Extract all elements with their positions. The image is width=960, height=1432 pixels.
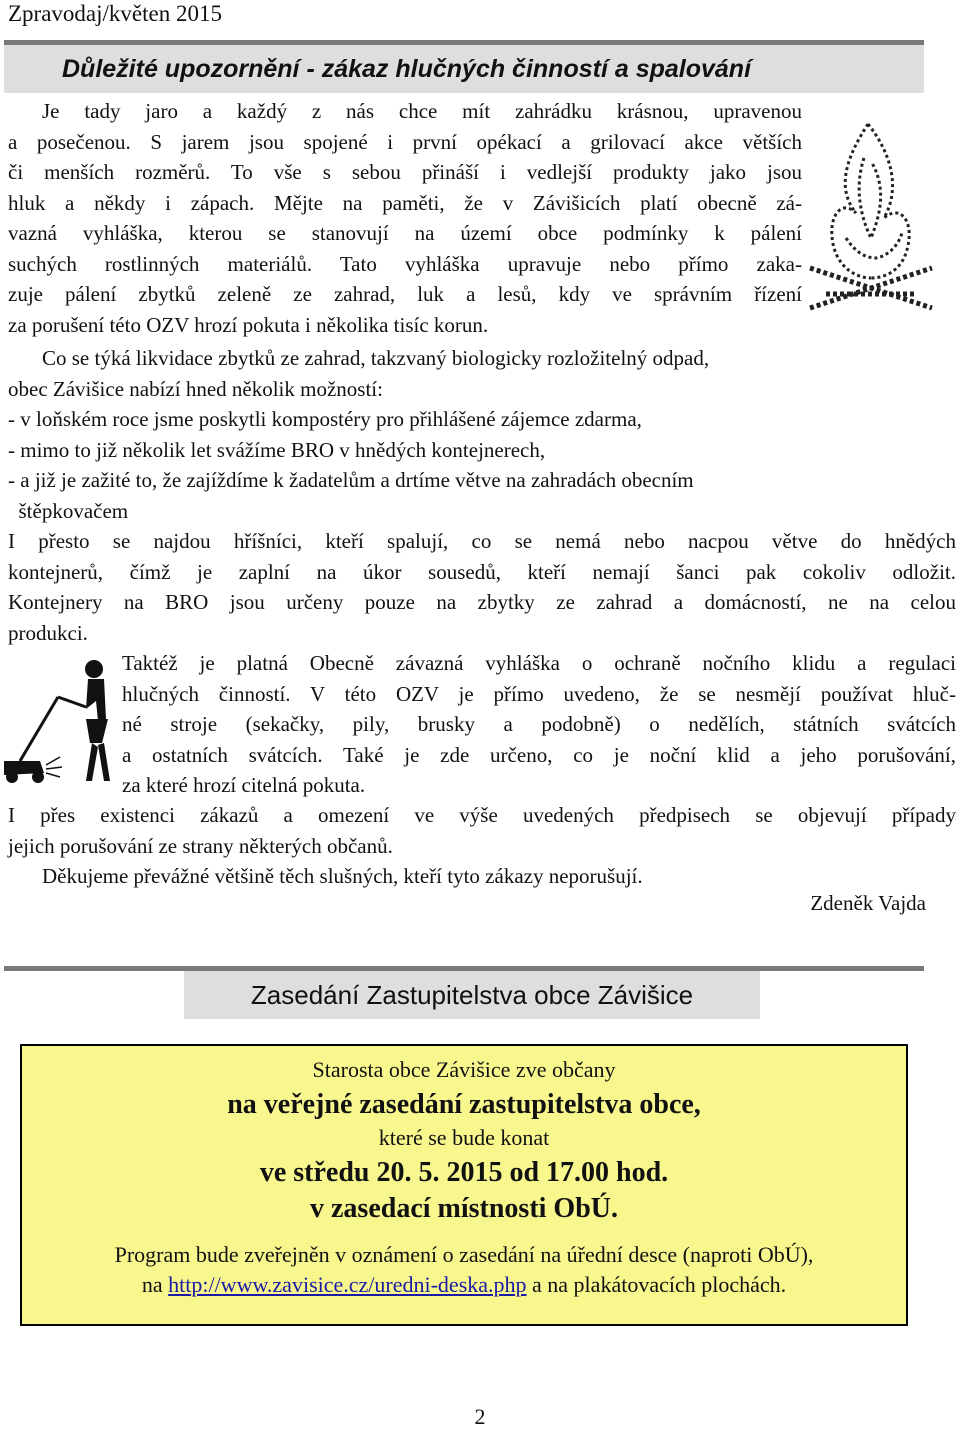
- section-title-meeting: Zasedání Zastupitelstva obce Závišice: [184, 971, 760, 1019]
- text-line: I přes existenci zákazů a omezení ve výše uvedených předpisech se objevují případy: [8, 803, 956, 827]
- noise-regulation-paragraph: [122, 648, 956, 801]
- list-item: - mimo to již několik let svážíme BRO v hnědých kontejnerech,: [8, 437, 546, 462]
- notice-invitation: Starosta obce Závišice zve občany: [312, 1057, 616, 1082]
- notice-location: v zasedací místnosti ObÚ.: [310, 1193, 618, 1224]
- text-line: Kontejnery na BRO jsou určeny pouze na zbytky ze zahrad a domácností, ne na celou: [8, 590, 956, 614]
- notice-link-line: [22, 1270, 906, 1300]
- intro-paragraph: [8, 96, 802, 340]
- disposal-options-paragraph: [8, 343, 908, 526]
- notice-link-suffix: a na plakátovacích plochách.: [532, 1272, 787, 1297]
- official-board-link[interactable]: http://www.zavisice.cz/uredni-deska.php: [168, 1272, 527, 1297]
- text-line: zuje pálení zbytků zeleně ze zahrad, luk a lesů, kdy ve správním řízení: [8, 282, 802, 306]
- notice-event: na veřejné zasedání zastupitelstva obce,: [227, 1089, 701, 1120]
- lawnmower-illustration: [0, 657, 118, 785]
- newsletter-header: Zpravodaj/květen 2015: [8, 1, 222, 26]
- text-line: Taktéž je platná Obecně závazná vyhláška o ochraně nočního klidu a regulaci: [122, 651, 956, 675]
- text-line: za které hrozí citelná pokuta.: [122, 773, 366, 797]
- meeting-notice-box: [20, 1044, 908, 1326]
- list-item: - a již je zažité to, že zajíždíme k žadatelům a drtíme větve na zahradách obecním: [8, 468, 694, 492]
- text-line: né stroje (sekačky, pily, brusky a podobně) o nedělích, státních svátcích: [122, 712, 956, 736]
- text-line: kontejnerů, čímž je zaplní na úkor sousedů, kteří nemají šanci pak cokoliv odložit.: [8, 559, 956, 584]
- text-line: a ostatních svátcích. Také je zde určeno, co je noční klid a jeho porušování,: [122, 742, 956, 767]
- text-line: za porušení této OZV hrozí pokuta i několika tisíc korun.: [8, 312, 489, 337]
- text-line: Je tady jaro a každý z nás chce mít zahrádku krásnou, upravenou: [42, 99, 802, 123]
- offenders-paragraph: [8, 526, 956, 648]
- notice-date: ve středu 20. 5. 2015 od 17.00 hod.: [259, 1157, 669, 1188]
- text-line: produkci.: [8, 620, 88, 645]
- author-signature: Zdeněk Vajda: [810, 891, 926, 915]
- section-title-warning: Důležité upozornění - zákaz hlučných činností a spalování: [4, 45, 924, 93]
- notice-link-prefix: na: [141, 1272, 163, 1297]
- text-line: suchých rostlinných materiálů. Tato vyhláška upravuje nebo přímo zaka-: [8, 251, 802, 276]
- text-line: a posečenou. S jarem jsou spojené i první opékací a grilovací akce větších: [8, 129, 802, 154]
- bonfire-illustration: [806, 118, 936, 318]
- list-item: - v loňském roce jsme poskytli kompostéry pro přihlášené zájemce zdarma,: [8, 407, 642, 431]
- text-line: jejich porušování ze strany některých občanů.: [8, 833, 393, 858]
- text-line: vazná vyhláška, kterou se stanovují na území obce podmínky k pálení: [8, 221, 802, 245]
- text-line: Co se týká likvidace zbytků ze zahrad, takzvaný biologicky rozložitelný odpad,: [42, 346, 710, 370]
- text-line: či menších rozměrů. To vše s sebou přináší i vedlejší produkty jako jsou: [8, 160, 802, 184]
- text-line: obec Závišice nabízí hned několik možností:: [8, 376, 383, 401]
- violations-paragraph: [8, 800, 956, 861]
- notice-program: Program bude zveřejněn v oznámení o zasedání na úřední desce (naproti ObÚ),: [114, 1242, 814, 1267]
- text-line: hluk a někdy i zápach. Mějte na paměti, že v Závišicích platí obecně zá-: [8, 190, 802, 215]
- notice-text: které se bude konat: [378, 1125, 550, 1150]
- text-line: hlučných činností. V této OZV je přímo uvedeno, že se nesmějí používat hluč-: [122, 681, 956, 706]
- list-item: štěpkovačem: [8, 498, 129, 523]
- text-line: I přesto se najdou hříšníci, kteří spalují, co se nemá nebo nacpou větve do hnědých: [8, 529, 956, 553]
- thanks-paragraph: Děkujeme převážné většině těch slušných, kteří tyto zákazy neporušují.: [42, 864, 643, 888]
- page-number: 2: [474, 1404, 486, 1429]
